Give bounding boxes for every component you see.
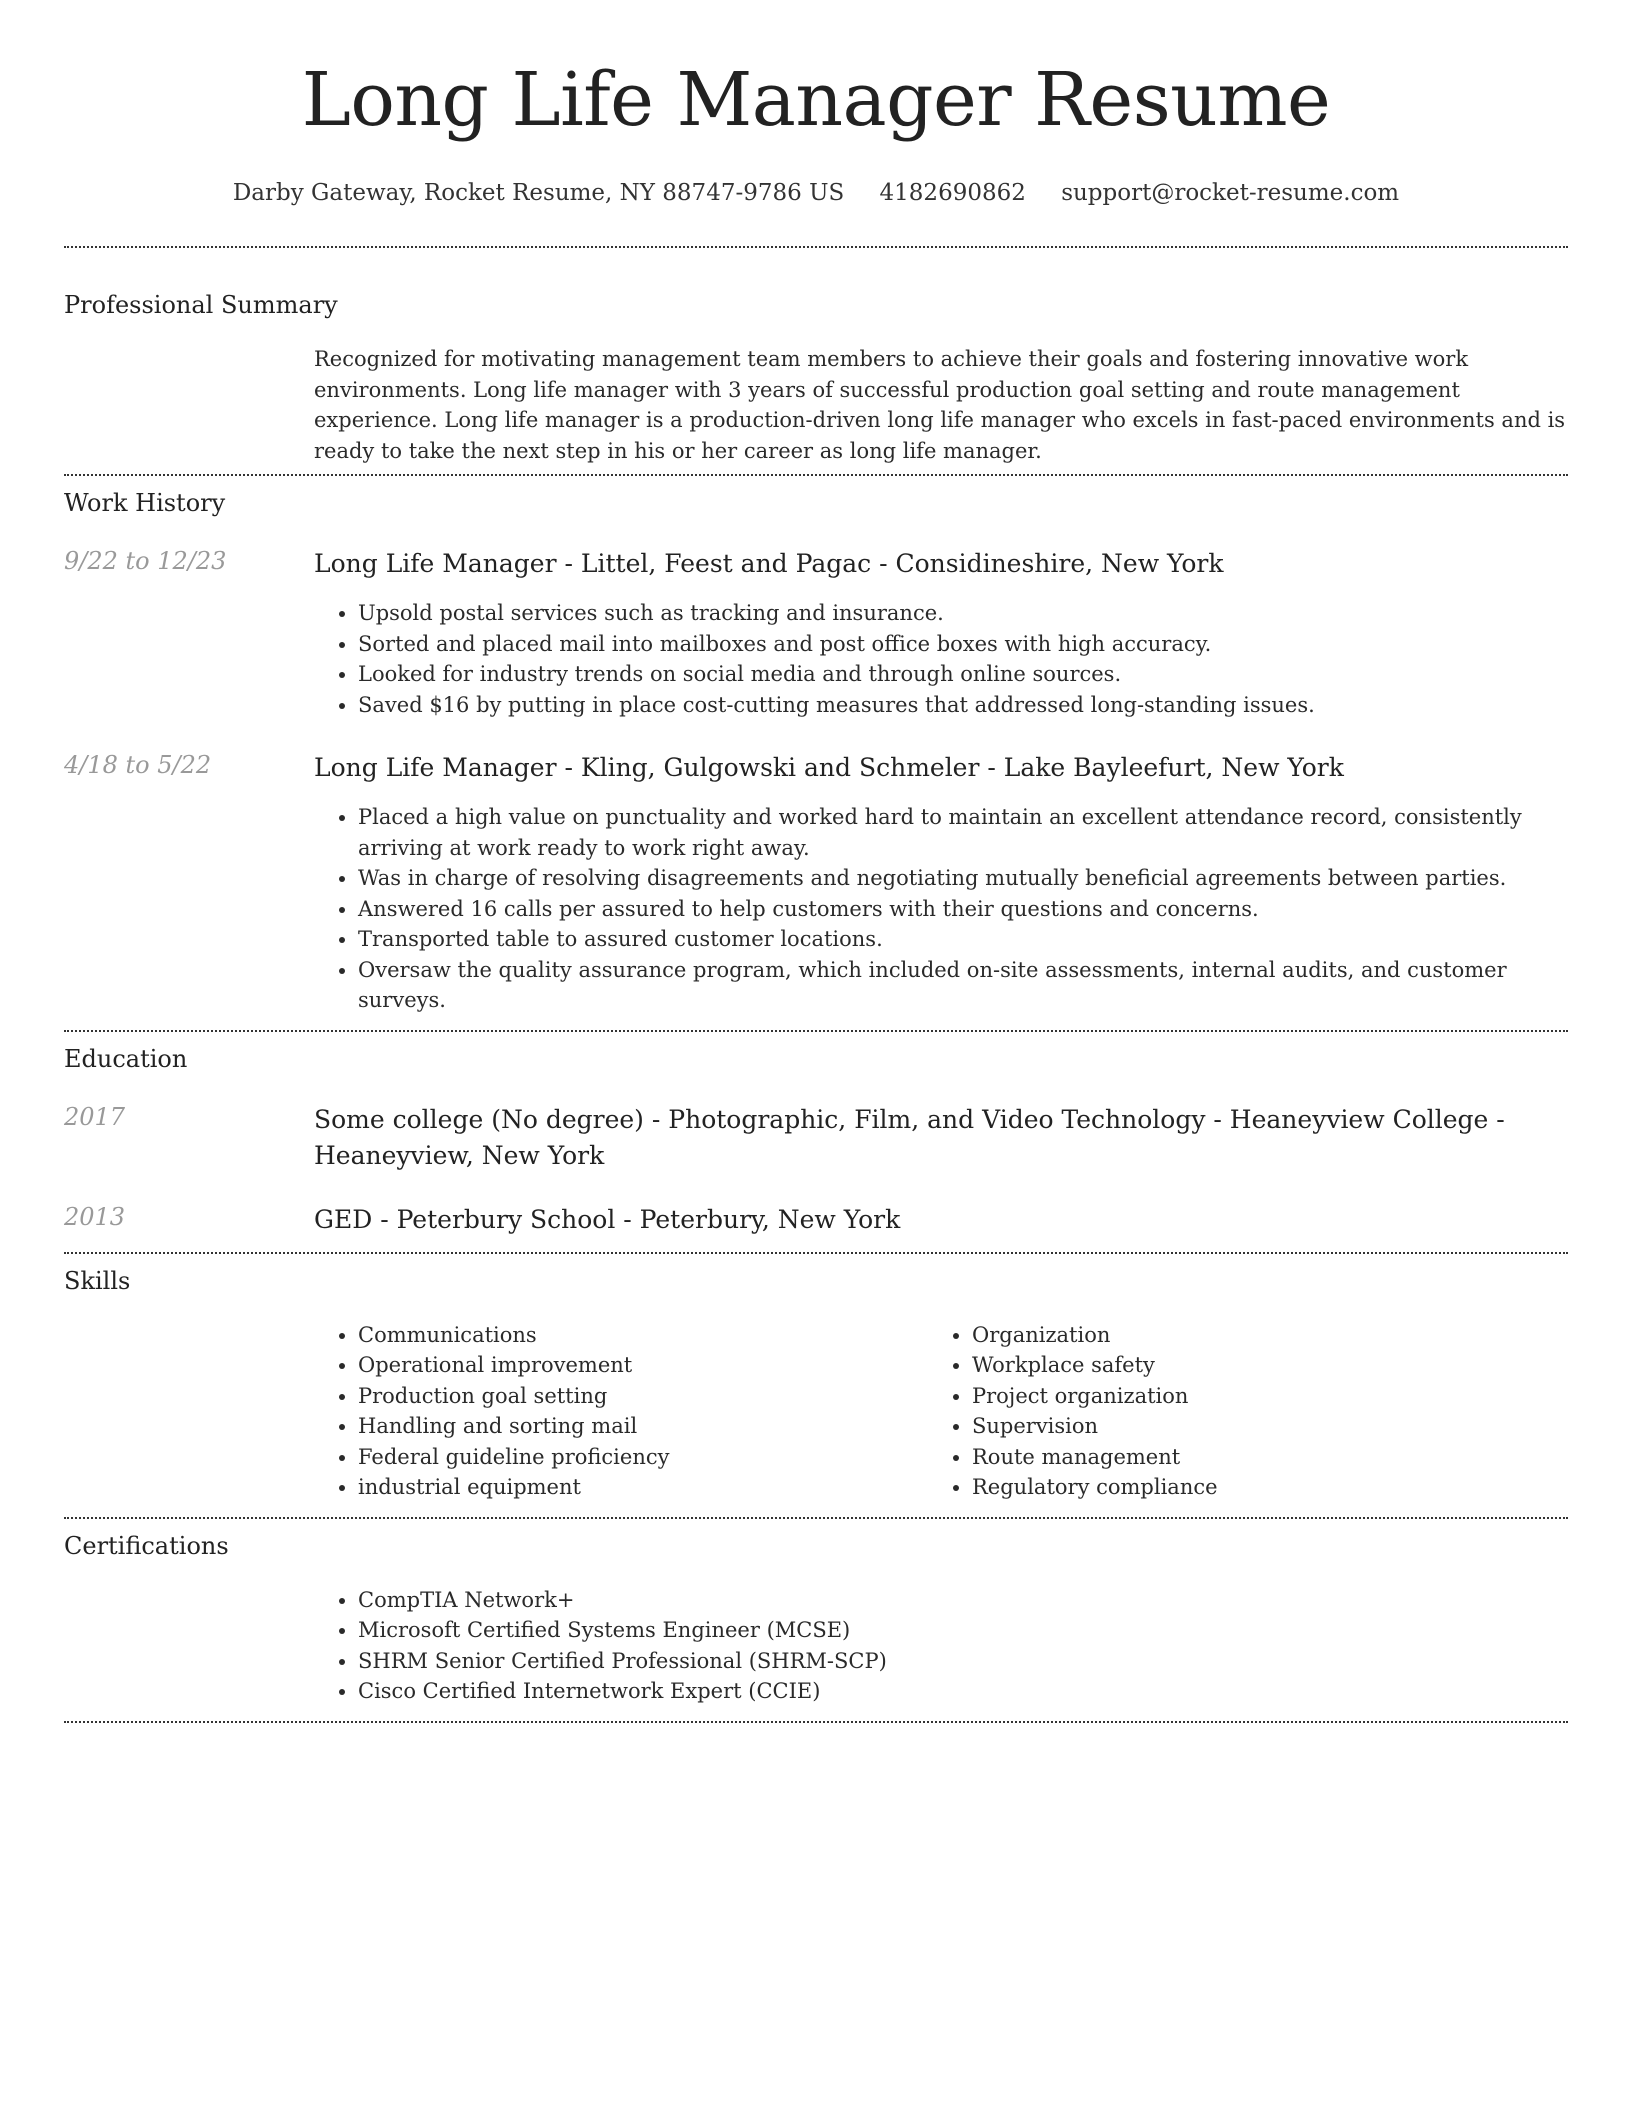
skills-list: [314, 1320, 1568, 1503]
education-text: Some college (No degree) - Photographic, Film, and Video Technology - Heaneyview College - Heaneyview, New York: [314, 1104, 1505, 1170]
certification-item: • Cisco Certified Internetwork Expert (CCIE): [358, 1676, 1568, 1707]
contact-phone: 4182690862: [879, 180, 1026, 206]
certification-item: • SHRM Senior Certified Professional (SHRM-SCP): [358, 1646, 1568, 1677]
job-bullet: • Was in charge of resolving disagreements and negotiating mutually beneficial agreements between parties.: [358, 863, 1568, 894]
skill-item: • Handling and sorting mail: [358, 1411, 928, 1442]
divider: [64, 474, 1568, 476]
job-content: [314, 750, 1568, 1016]
section-heading-work: Work History: [64, 489, 226, 517]
job-bullet: • Looked for industry trends on social media and through online sources.: [358, 659, 1568, 690]
contact-line: [64, 178, 1568, 208]
skill-item: • Organization: [972, 1320, 1568, 1351]
job-bullet: • Transported table to assured customer locations.: [358, 924, 1568, 955]
skill-item: • Federal guideline proficiency: [358, 1442, 928, 1473]
skill-item: • Operational improvement: [358, 1350, 928, 1381]
section-heading-summary: Professional Summary: [64, 291, 338, 319]
skill-item: • Route management: [972, 1442, 1568, 1473]
skills-column-left: [314, 1320, 928, 1503]
job-title: Long Life Manager - Littel, Feest and Pagac - Considineshire, New York: [314, 549, 1224, 578]
contact-address: Darby Gateway, Rocket Resume, NY 88747-9786 US: [232, 180, 845, 206]
divider: [64, 1517, 1568, 1519]
skill-item: • Workplace safety: [972, 1350, 1568, 1381]
divider: [64, 1252, 1568, 1254]
certifications-column: [314, 1585, 1568, 1707]
job-bullet: • Upsold postal services such as tracking and insurance.: [358, 598, 1568, 629]
section-heading-education: Education: [64, 1044, 188, 1073]
job-bullet: • Placed a high value on punctuality and worked hard to maintain an excellent attendance record, consistently arriving at work ready to work right away.: [358, 802, 1568, 863]
education-entry: [64, 1202, 1568, 1238]
skill-item: • Regulatory compliance: [972, 1472, 1568, 1503]
divider: [64, 1721, 1568, 1723]
education-text: GED - Peterbury School - Peterbury, New York: [314, 1204, 901, 1234]
job-bullet: • Oversaw the quality assurance program, which included on-site assessments, internal audits, and customer surveys.: [358, 955, 1568, 1016]
divider: [64, 246, 1568, 248]
job-bullet: • Sorted and placed mail into mailboxes and post office boxes with high accuracy.: [358, 629, 1568, 660]
job-content: [314, 546, 1568, 720]
contact-email: support@rocket-resume.com: [1061, 180, 1400, 206]
job-entry: [64, 750, 1568, 1016]
job-bullet: • Saved $16 by putting in place cost-cutting measures that addressed long-standing issues.: [358, 690, 1568, 721]
job-dates: 4/18 to 5/22: [64, 751, 212, 779]
skill-item: • Project organization: [972, 1381, 1568, 1412]
skill-item: • industrial equipment: [358, 1472, 928, 1503]
page-title: Long Life Manager Resume: [301, 57, 1331, 143]
education-entry: [64, 1102, 1568, 1174]
section-heading-skills: Skills: [64, 1266, 131, 1295]
job-bullet: • Answered 16 calls per assured to help customers with their questions and concerns.: [358, 894, 1568, 925]
divider: [64, 1030, 1568, 1032]
summary-text: Recognized for motivating management team members to achieve their goals and fostering innovative work environments. Long life manager with 3 years of successful production goal setting and route management experience. Long life manager is a production-driven long life manager who excels in fast-paced environments and is ready to take the next step in his or her career as long life manager.: [314, 347, 1566, 463]
job-bullets: [314, 802, 1568, 1016]
job-title: Long Life Manager - Kling, Gulgowski and Schmeler - Lake Bayleefurt, New York: [314, 753, 1344, 782]
resume-page: [64, 0, 1568, 1723]
education-year: 2017: [64, 1102, 126, 1131]
skill-item: • Production goal setting: [358, 1381, 928, 1412]
education-year: 2013: [64, 1202, 126, 1231]
skill-item: • Supervision: [972, 1411, 1568, 1442]
job-entry: [64, 546, 1568, 720]
certification-item: • Microsoft Certified Systems Engineer (MCSE): [358, 1615, 1568, 1646]
skills-column-right: [928, 1320, 1568, 1503]
job-dates: 9/22 to 12/23: [64, 547, 227, 575]
certification-item: • CompTIA Network+: [358, 1585, 1568, 1616]
skill-item: • Communications: [358, 1320, 928, 1351]
section-heading-certifications: Certifications: [64, 1531, 229, 1560]
certifications-list: [314, 1585, 1568, 1707]
job-bullets: [314, 598, 1568, 720]
